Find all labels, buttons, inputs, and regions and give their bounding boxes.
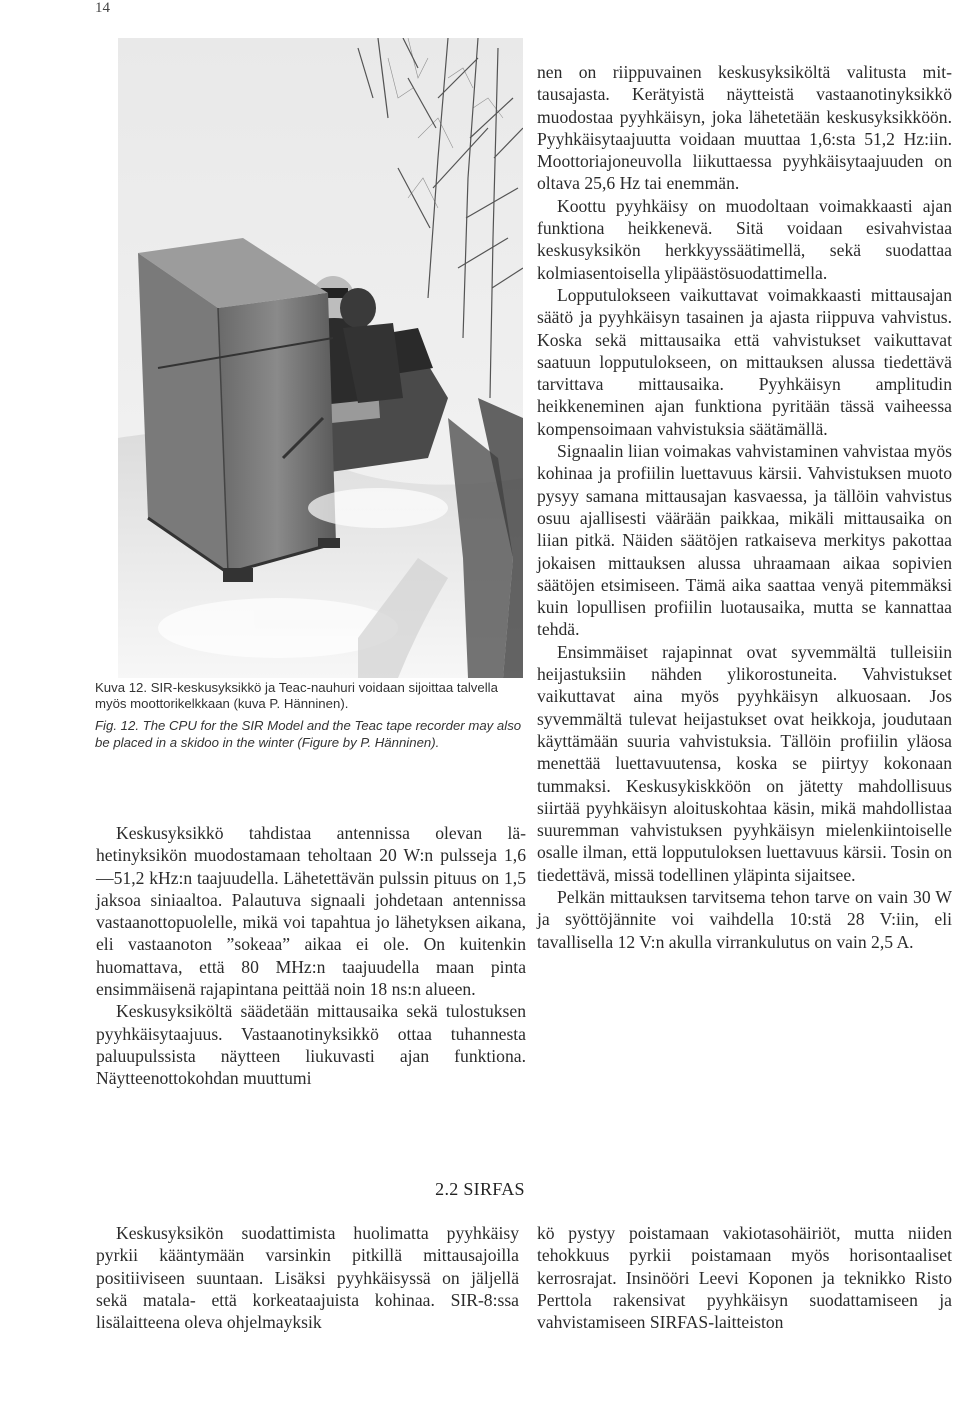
snowmobile-photo-illustration xyxy=(118,38,523,678)
paragraph: kö pystyy poistamaan vakiotasohäiriöt, mutta niiden tehokkuus pyrkii poistamaan myös horisontaaliset kerrosrajat. Insinööri Leevi Koponen ja teknikko Risto Perttola rakensivat pyyhkäisyn suodattamiseen ja vahvistamiseen SIRFAS-laitteiston xyxy=(537,1223,952,1333)
paragraph: Signaalin liian voimakas vahvistaminen vahvistaa myös kohinaa ja profiilin luettavuus kärsii. Vahvistuksen muoto pysyy samana mittausajan kasvaessa, ja tällöin vahvistus osuu ajallisesti väärään paikkaa, mikäli mittausaika on liian pitkä. Näiden säätöjen ratkaiseva merkitys pakottaa jokaisen mittauksen alussa uhraamaan aikaa sopivien säätöjen etsimiseen. Tämä aika saattaa venyä pitemmäksi kuin lopullisen profiilin luotausaika, mutta se kannattaa tehdä. xyxy=(537,441,952,640)
section-heading: 2.2 SIRFAS xyxy=(435,1179,525,1199)
right-column-text xyxy=(537,61,952,953)
caption-english: Fig. 12. The CPU for the SIR Model and the Teac tape recorder may also be placed in a skidoo in the winter (Figure by P. Hänninen). xyxy=(95,718,522,750)
caption-finnish: Kuva 12. SIR-keskusyksikkö ja Teac-nauhuri voidaan sijoittaa talvella myös moottorikelkkaan (kuva P. Hänninen). xyxy=(95,680,498,712)
paragraph: Koottu pyyhkäisy on muodoltaan voimakkaasti ajan funktiona heikkenevä. Sitä voidaan esivahvistaa keskusyksikön herkkyyssäätimellä, sekä suodattaa kolmiasentoisella ylipäästösuodattimella. xyxy=(537,195,952,283)
section-left-column xyxy=(96,1222,519,1333)
paragraph: nen on riippuvainen keskusyksiköltä valitusta mittausajasta. Kerätyistä näytteistä vastaanotinyksikkö muodostaa pyyhkäisyn, joka lähetetään keskusyksikköön. Pyyhkäisytaajuutta voidaan muuttaa 1,6:sta 51,2 Hz:iin. Moottoriajoneuvolla liikuttaessa pyyhkäisytaajuuden on oltava 25,6 Hz tai enemmän. xyxy=(537,62,952,194)
paragraph: Keskusyksikön suodattimista huolimatta pyyhkäisy pyrkii kääntymään varsinkin pitkillä mittausajoilla positiiviseen suuntaan. Lisäksi pyyhkäisyssä on jäljellä sekä matala- että korkeataajuista kohinaa. SIR-8:ssa lisälaitteena oleva ohjelmayksik xyxy=(96,1223,519,1333)
paragraph: Keskusyksiköltä säädetään mittausaika sekä tulostuksen pyyhkäisytaajuus. Vastaanotinyksikkö ottaa tuhannesta paluupulssista näytteen liukuvasti ajan funktiona. Näytteenottokohdan muuttumi xyxy=(96,1001,526,1089)
figure-photo xyxy=(118,38,523,678)
figure-caption xyxy=(95,680,527,751)
paragraph: Keskusyksikkö tahdistaa antennissa olevan lähetinyksikön muodostamaan teholtaan 20 W:n pulsseja 1,6—51,2 kHz:n taajuudella. Lähetettävän pulssin pituus on 1,5 jaksoa siniaaltoa. Palautuva signaali johdetaan antennissa vastaanottopuolelle, mikä voi tapahtua jo lähetyksen aikana, eli vastaanoton ”sokeaa” aikaa ei ole. On kuitenkin huomattava, että 80 MHz:n taajuudella maan pinta ensimmäisenä rajapintana peittää noin 18 ns:n alueen. xyxy=(96,823,526,1000)
paragraph: Ensimmäiset rajapinnat ovat syvemmältä tulleisiin heijastuksiin nähden ylikorostuneita. Vahvistukset vaikuttavat aina myös pyyhkäisyn alkuosaan. Jos syvemmältä tulevat heijastukset ovat heikkoja, joudutaan käyttämään suuria vahvistuksia. Tällöin profiilin yläosa menettää luettavuutensa, koska se piirtyy kokonaan tummaksi. Keskusykiskköön on jätetty mahdollisuus siirtää pyyhkäisyn aloituskohtaa käsin, mikä mahdollistaa suuremman vahvistuksen pyyhkäisyn mielenkiintoiselle osalle ilman, että lopputuloksen luettavuus kärsii. Tosin on tiedettävä, missä todellinen yläpinta sijaitsee. xyxy=(537,641,952,885)
left-column-text xyxy=(96,822,526,1090)
page-number: 14 xyxy=(95,0,110,16)
paragraph: Pelkän mittauksen tarvitsema tehon tarve on vain 30 W ja syöttöjännite voi vaihdella 10:stä 28 V:iin, eli tavallisella 12 V:n akulla virrankulutus on vain 2,5 A. xyxy=(537,886,952,952)
section-right-column xyxy=(537,1222,952,1333)
paragraph: Lopputulokseen vaikuttavat voimakkaasti mittausajan säätö ja pyyhkäisyn tasainen ja ajasta riippuva vahvistus. Koska sekä mittausaika että vahvistukset vaikuttavat saatuun lopputulokseen, on mittauksen alussa tiedettävä tarvittava mittausaika. Pyyhkäisyn amplitudin heikkeneminen ajan funktiona pyritään tässä vaiheessa kompensoimaan vahvistuksia säätämällä. xyxy=(537,284,952,439)
